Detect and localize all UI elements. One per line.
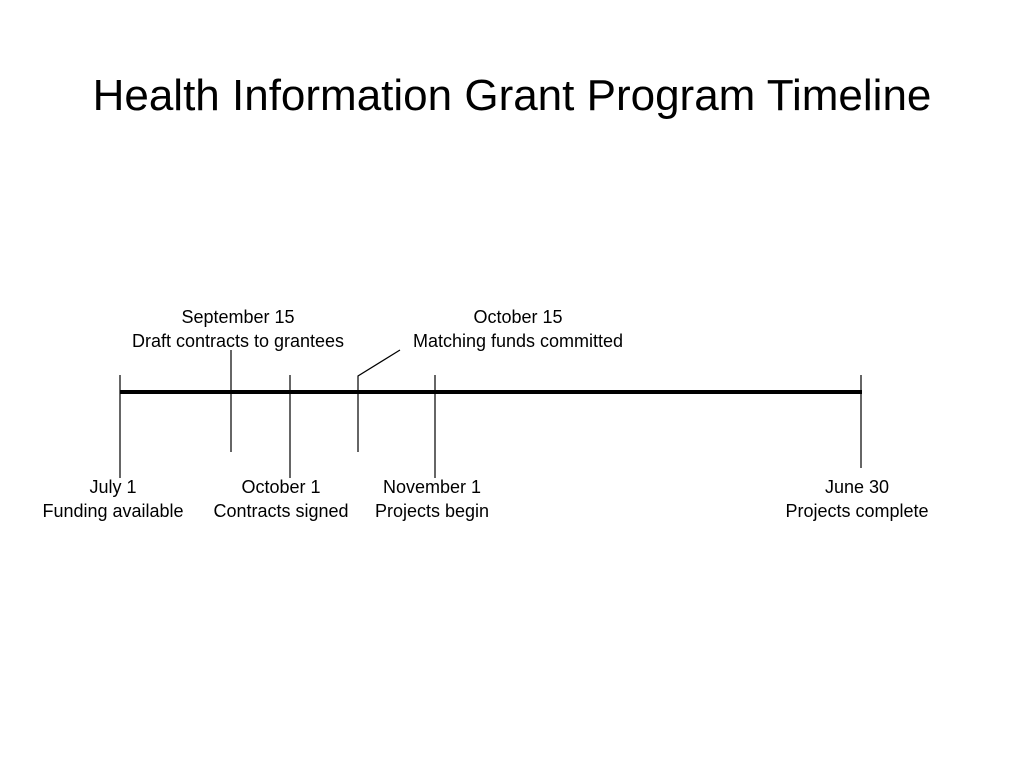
milestone-label-october-15: [413, 305, 623, 353]
milestone-label-september-15: [132, 305, 344, 353]
milestone-label-july-1: [42, 475, 183, 523]
milestone-event: Matching funds committed: [412, 331, 624, 351]
slide-title: Health Information Grant Program Timeline: [92, 71, 932, 120]
milestone-date: October 15: [473, 307, 563, 327]
milestone-date: July 1: [89, 477, 137, 497]
milestone-event: Projects complete: [785, 501, 929, 521]
milestone-label-october-1: [213, 475, 348, 523]
milestone-date: June 30: [824, 477, 890, 497]
milestone-event: Draft contracts to grantees: [131, 331, 345, 351]
milestone-date: October 1: [241, 477, 321, 497]
milestone-event: Projects begin: [374, 501, 490, 521]
milestone-label-november-1: [375, 475, 489, 523]
milestone-event: Contracts signed: [213, 501, 349, 521]
milestone-date: September 15: [181, 307, 295, 327]
milestone-label-june-30: [785, 475, 928, 523]
milestone-event: Funding available: [42, 501, 184, 521]
milestone-date: November 1: [382, 477, 482, 497]
tick-october-15: [358, 350, 400, 452]
